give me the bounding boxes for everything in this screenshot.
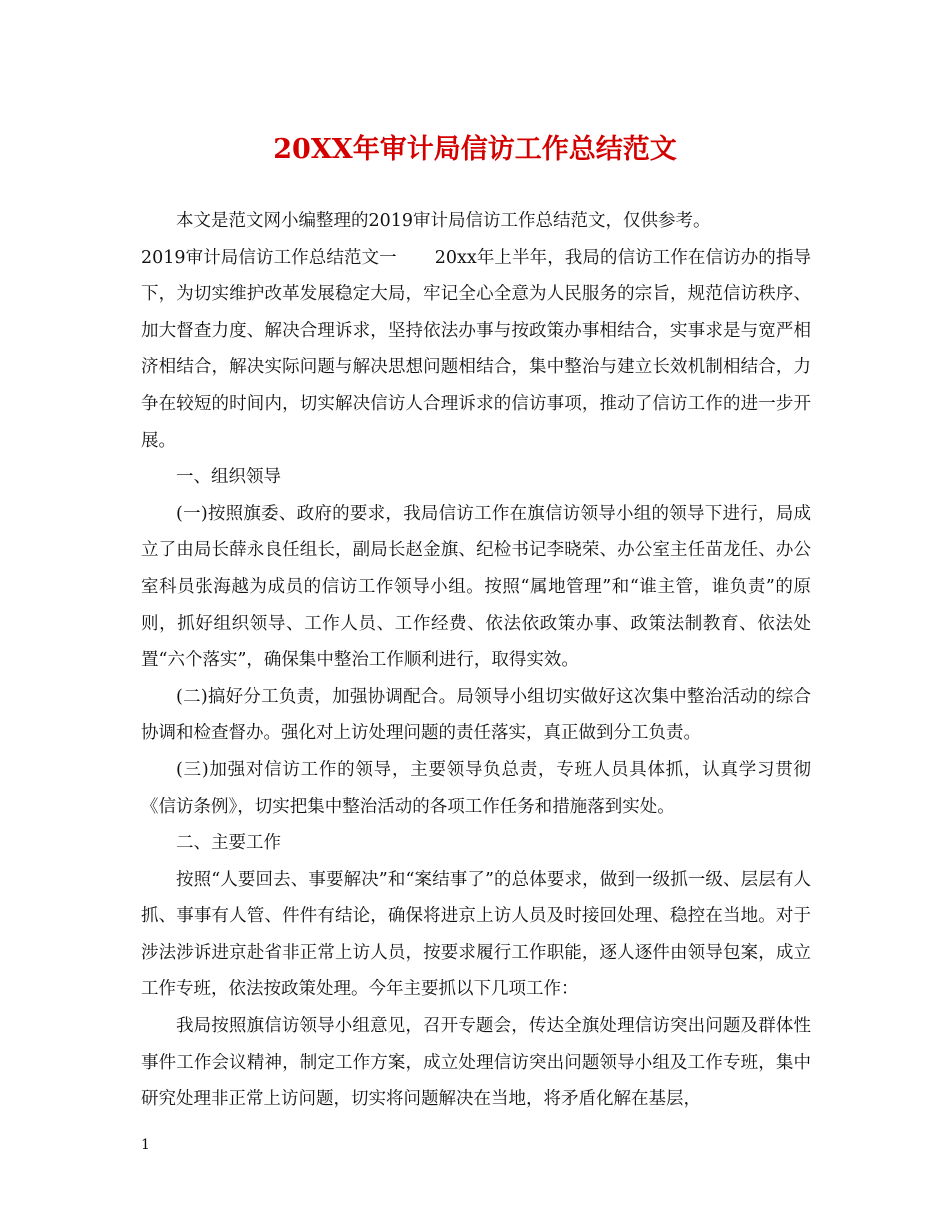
section2-paragraph-2: 我局按照旗信访领导小组意见，召开专题会，传达全旗处理信访突出问题及群体性事件工作会议精神，制定工作方案，成立处理信访突出问题领导小组及工作专班，集中研究处理非正常上访问题，切实将问题解决在当地，将矛盾化解在基层， (141, 1016, 811, 1110)
first-paragraph-text: 20xx年上半年，我局的信访工作在信访办的指导下，为切实维护改革发展稳定大局，牢记全心全意为人民服务的宗旨，规范信访秩序、加大督查力度、解决合理诉求，坚持依法办事与按政策办事相结合，实事求是与宽严相济相结合，解决实际问题与解决思想问题相结合，集中整治与建立长效机制相结合，力争在较短的时间内，切实解决信访人合理诉求的信访事项，推动了信访工作的进一步开展。 (141, 247, 811, 451)
page-number: 1 (141, 1137, 150, 1153)
section1-paragraph-2: (二)搞好分工负责，加强协调配合。局领导小组切实做好这次集中整治活动的综合协调和检查督办。强化对上访处理问题的责任落实，真正做到分工负责。 (141, 686, 811, 744)
section2-paragraph-1: 按照“人要回去、事要解决”和“案结事了”的总体要求，做到一级抓一级、层层有人抓、事事有人管、件件有结论，确保将进京上访人员及时接回处理、稳控在当地。对于涉法涉诉进京赴省非正常上访人员，按要求履行工作职能，逐人逐件由领导包案，成立工作专班，依法按政策处理。今年主要抓以下几项工作： (141, 869, 811, 1000)
first-heading: 2019审计局信访工作总结范文一 (141, 247, 397, 268)
document-body (141, 203, 811, 1118)
section-heading-organization: 一、组织领导 (176, 467, 281, 488)
intro-paragraph: 本文是范文网小编整理的2019审计局信访工作总结范文，仅供参考。 (176, 211, 711, 231)
section1-paragraph-1: (一)按照旗委、政府的要求，我局信访工作在旗信访领导小组的领导下进行，局成立了由局长薛永良任组长，副局长赵金旗、纪检书记李晓荣、办公室主任苗龙任、办公室科员张海越为成员的信访工作领导小组。按照“属地管理”和“谁主管，谁负责”的原则，抓好组织领导、工作人员、工作经费、依法依政策办事、政策法制教育、依法处置“六个落实”，确保集中整治工作顺利进行，取得实效。 (141, 503, 811, 671)
first-section-paragraph (141, 240, 811, 460)
document-title: 20XX年审计局信访工作总结范文 (273, 134, 677, 165)
section1-paragraph-3: (三)加强对信访工作的领导，主要领导负总责，专班人员具体抓，认真学习贯彻《信访条例》，切实把集中整治活动的各项工作任务和措施落到实处。 (141, 759, 811, 817)
section-heading-main-work: 二、主要工作 (176, 833, 281, 854)
